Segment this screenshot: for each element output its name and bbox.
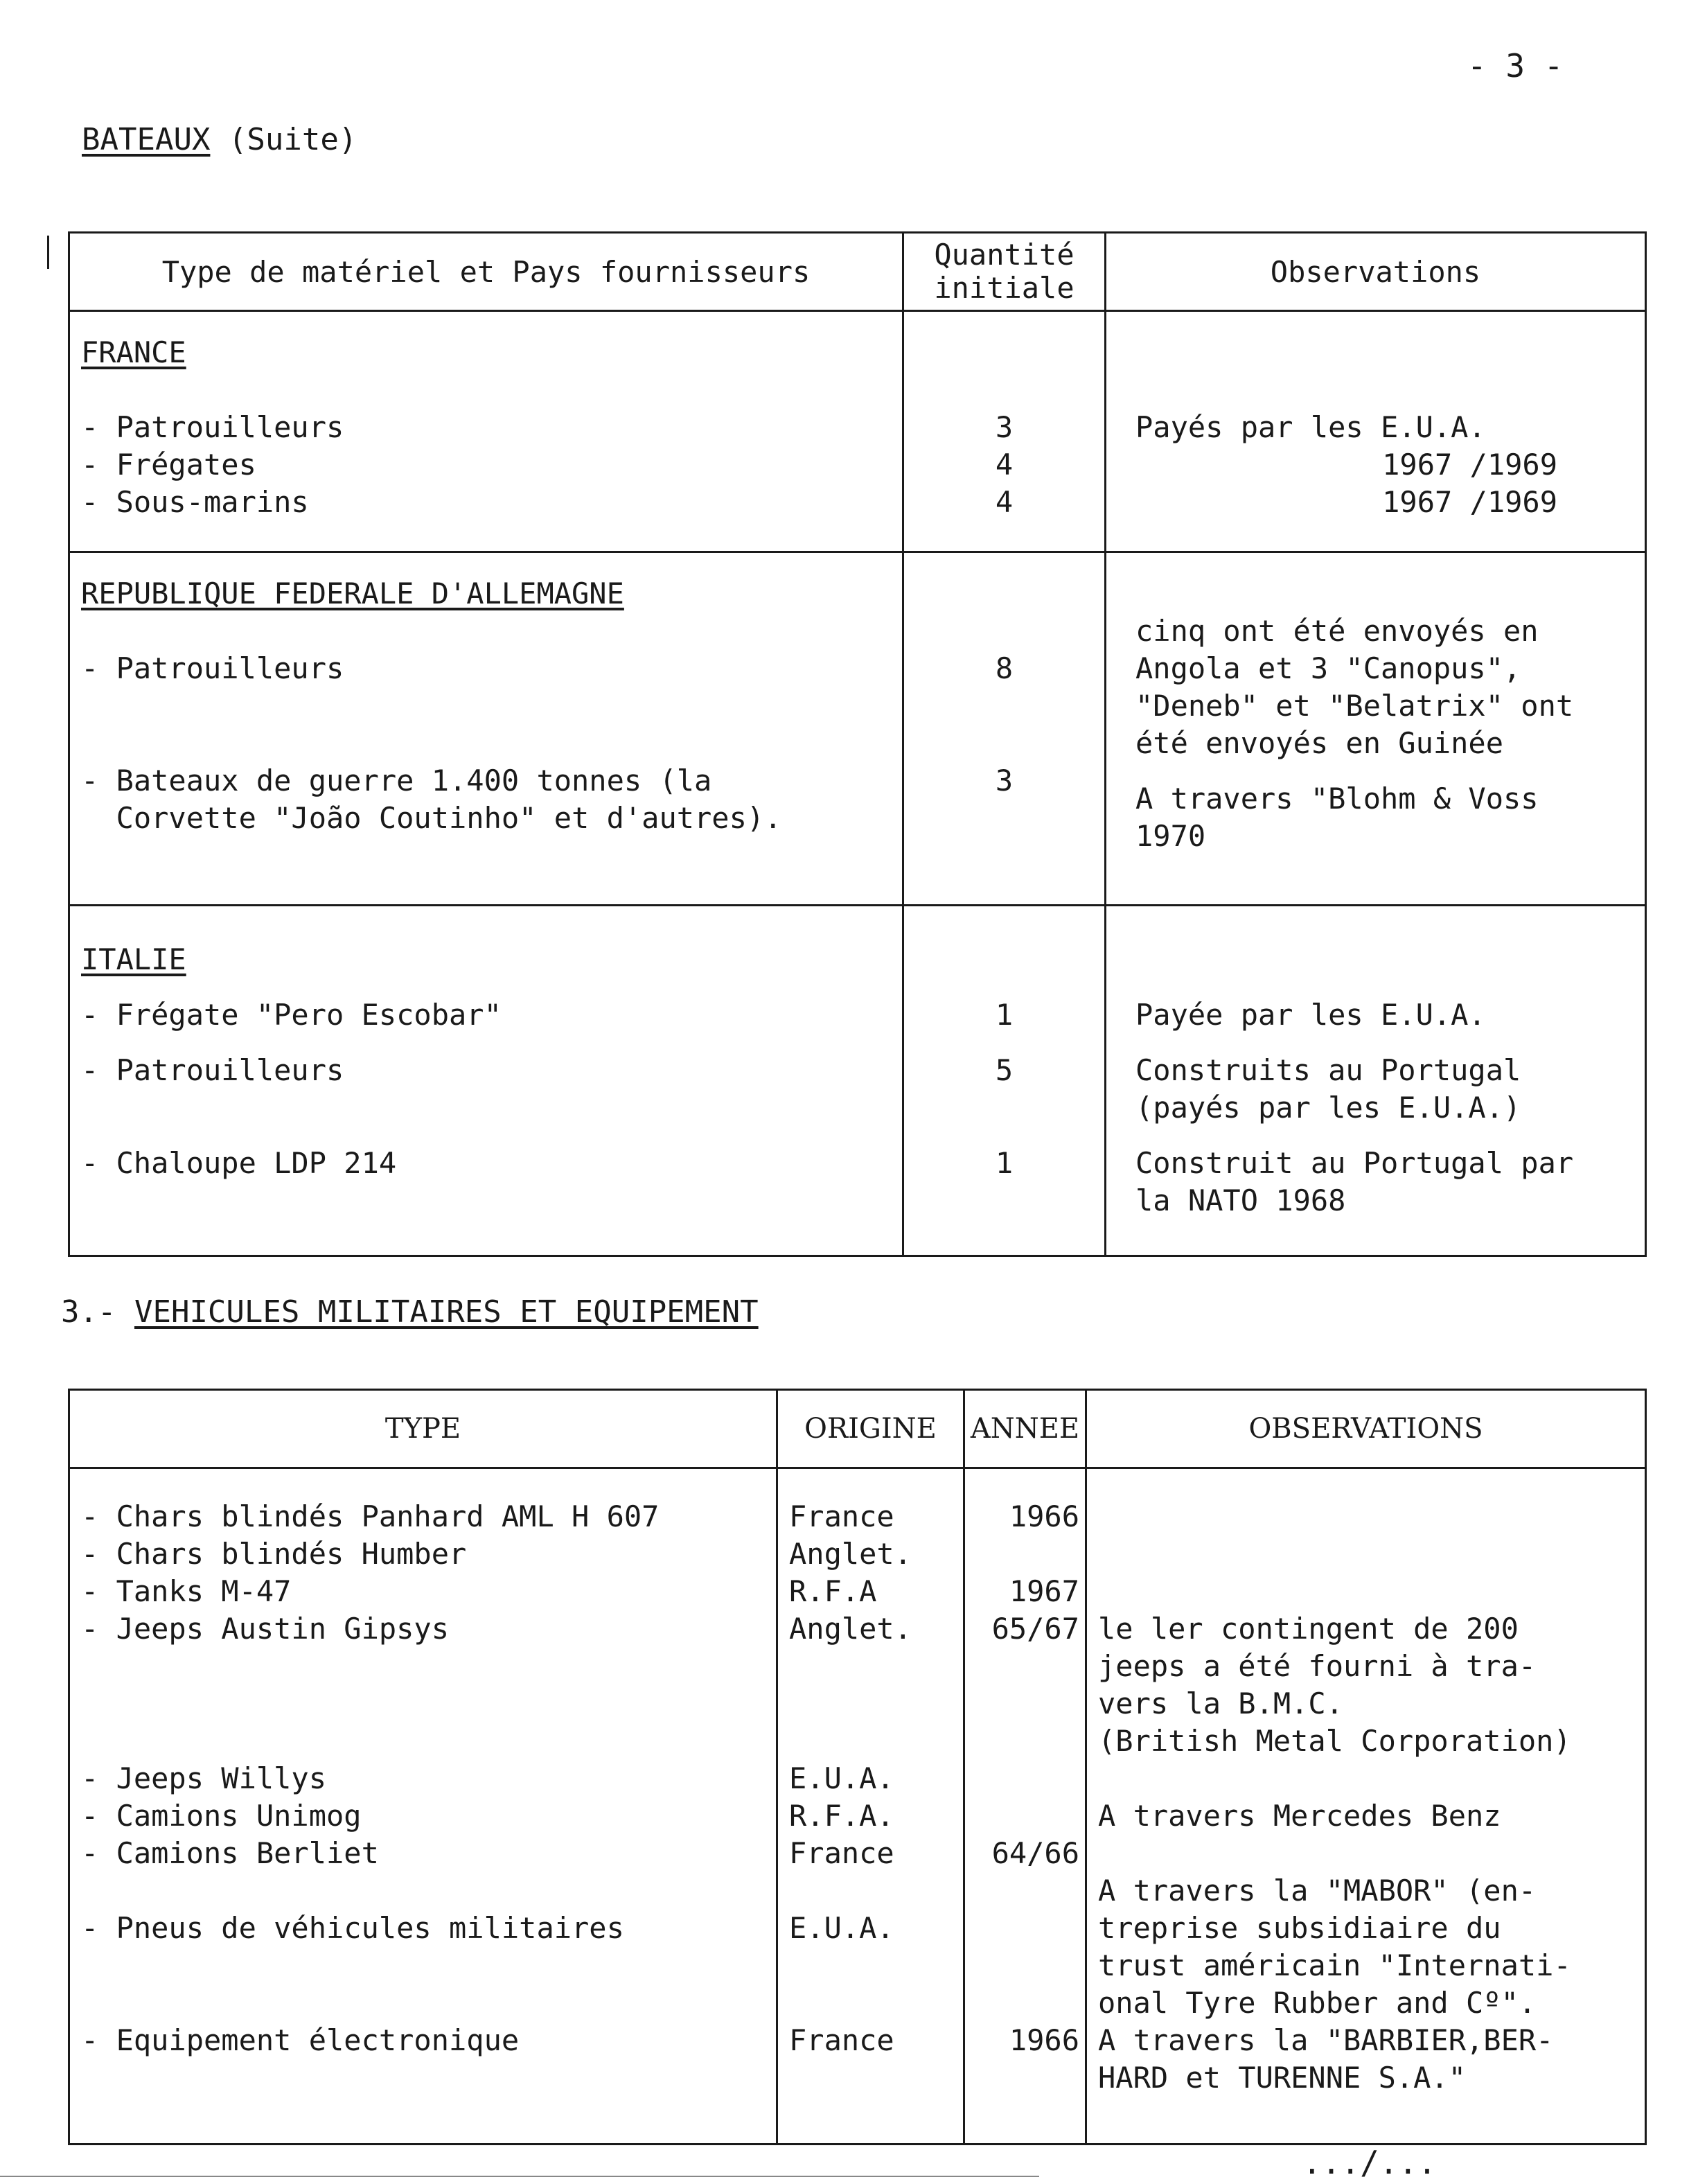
vehicles-type-column (69, 1468, 777, 2145)
boats-header-row (69, 233, 1646, 311)
list-item: - Patrouilleurs (81, 1053, 344, 1087)
vehicles-year-column (964, 1468, 1086, 2145)
rfa-observations (1106, 552, 1646, 906)
list-item: - Bateaux de guerre 1.400 tonnes (la (81, 764, 712, 798)
vehicle-obs-cell: onal Tyre Rubber and Cº". (1098, 1986, 1537, 2020)
vehicle-year-cell: 1966 (1009, 2023, 1079, 2057)
vehicle-type-cell: - Jeeps Willys (81, 1761, 327, 1795)
vehicle-origin-cell: Anglet. (789, 1612, 912, 1646)
list-item: - Sous-marins (81, 485, 309, 519)
vehicle-year-cell (965, 1760, 1079, 1797)
vehicles-origin-column (777, 1468, 964, 2145)
vehicle-obs-cell: trust américain "Internati- (1098, 1948, 1571, 1982)
vehicle-type-cell: - Equipement électronique (81, 2023, 520, 2057)
vehicles-table (68, 1389, 1647, 2145)
vehicle-origin-cell: R.F.A (789, 1574, 877, 1608)
vehicle-origin-cell: E.U.A. (789, 1911, 894, 1945)
boats-table (68, 231, 1647, 1257)
observation: A travers "Blohm & Voss (1135, 782, 1539, 816)
vehicle-obs-cell (1098, 1573, 1634, 1610)
vehicle-origin-cell: France (789, 1836, 894, 1870)
vehicles-observations-column (1086, 1468, 1646, 2145)
country-italy: ITALIE (81, 942, 186, 976)
vehicle-type-cell (81, 1984, 765, 2022)
vehicle-origin-cell: R.F.A. (789, 1799, 894, 1833)
vehicle-year-cell (965, 1984, 1079, 2022)
rfa-types (69, 552, 903, 906)
quantity: 1 (995, 1146, 1014, 1180)
vehicle-type-cell (81, 1872, 765, 1910)
country-france: FRANCE (81, 335, 186, 369)
vehicle-year-cell (965, 1723, 1079, 1760)
vehicle-type-cell (81, 1648, 765, 1685)
list-item: - Patrouilleurs (81, 651, 344, 685)
page-number: - 3 - (1467, 47, 1564, 85)
section-3-heading (61, 1294, 759, 1330)
observation: 1967 /1969 (1382, 448, 1557, 482)
vehicle-year-cell (965, 1872, 1079, 1910)
header-observations: OBSERVATIONS (1086, 1390, 1646, 1468)
vehicle-type-cell (81, 1723, 765, 1760)
header-quantity-line1: Quantité (934, 238, 1074, 272)
vehicle-origin-cell: E.U.A. (789, 1761, 894, 1795)
quantity: 4 (995, 448, 1014, 482)
observation: "Deneb" et "Belatrix" ont (1135, 689, 1574, 723)
vehicle-origin-cell (789, 1984, 952, 2022)
observation: 1970 (1135, 819, 1206, 853)
vehicle-origin-cell (789, 1723, 952, 1760)
france-block (69, 311, 1646, 552)
vehicle-year-cell (965, 2059, 1079, 2097)
vehicle-year-cell: 64/66 (991, 1836, 1079, 1870)
country-rfa: REPUBLIQUE FEDERALE D'ALLEMAGNE (81, 576, 624, 610)
rfa-block (69, 552, 1646, 906)
vehicle-obs-cell: le ler contingent de 200 (1098, 1612, 1519, 1646)
vehicle-year-cell: 1966 (1009, 1499, 1079, 1533)
header-quantity (903, 233, 1106, 311)
vehicle-type-cell (81, 1947, 765, 1984)
vehicle-type-cell: - Chars blindés Panhard AML H 607 (81, 1499, 660, 1533)
italy-types (69, 906, 903, 1256)
vehicle-origin-cell (789, 1947, 952, 1984)
observation: Construits au Portugal (1135, 1053, 1521, 1087)
vehicle-year-cell (965, 1947, 1079, 1984)
observation: 1967 /1969 (1382, 485, 1557, 519)
vehicle-type-cell: - Camions Unimog (81, 1799, 362, 1833)
vehicle-year-cell: 1967 (1009, 1574, 1079, 1608)
observation: (payés par les E.U.A.) (1135, 1091, 1521, 1125)
vehicle-obs-cell: jeeps a été fourni à tra- (1098, 1649, 1537, 1683)
observation: été envoyés en Guinée (1135, 726, 1504, 760)
vehicle-obs-cell: A travers la "BARBIER,BER- (1098, 2023, 1554, 2057)
vehicle-type-cell: - Pneus de véhicules militaires (81, 1911, 624, 1945)
vehicle-obs-cell: vers la B.M.C. (1098, 1687, 1344, 1720)
italy-quantities (903, 906, 1106, 1256)
vehicle-type-cell: - Tanks M-47 (81, 1574, 292, 1608)
vehicle-origin-cell (789, 1648, 952, 1685)
france-types (69, 311, 903, 552)
observation: Payée par les E.U.A. (1135, 998, 1486, 1032)
vehicle-obs-cell (1098, 1835, 1634, 1872)
observation: Angola et 3 "Canopus", (1135, 651, 1521, 685)
header-observations: Observations (1106, 233, 1646, 311)
vehicle-type-cell: - Camions Berliet (81, 1836, 379, 1870)
observation: Payés par les E.U.A. (1135, 410, 1486, 444)
vehicle-obs-cell: HARD et TURENNE S.A." (1098, 2061, 1467, 2095)
quantity: 3 (995, 764, 1014, 798)
observation: cinq ont été envoyés en (1135, 614, 1539, 648)
france-quantities (903, 311, 1106, 552)
vehicles-body (69, 1468, 1646, 2145)
header-type: Type de matériel et Pays fournisseurs (69, 233, 903, 311)
vehicle-year-cell (965, 1685, 1079, 1723)
vehicle-obs-cell: (British Metal Corporation) (1098, 1724, 1571, 1758)
section-title-main: BATEAUX (82, 122, 211, 157)
vehicle-type-cell: - Jeeps Austin Gipsys (81, 1612, 450, 1646)
list-item: - Frégates (81, 448, 256, 482)
vehicle-year-cell (965, 1910, 1079, 1947)
section-3-number: 3.- (61, 1294, 134, 1330)
vehicle-obs-cell: A travers Mercedes Benz (1098, 1799, 1501, 1833)
vehicle-type-cell (81, 2059, 765, 2097)
header-origin: ORIGINE (777, 1390, 964, 1468)
quantity: 4 (995, 485, 1014, 519)
bottom-edge-line (0, 2176, 1039, 2177)
france-observations (1106, 311, 1646, 552)
vehicle-obs-cell (1098, 1535, 1634, 1573)
header-year: ANNEE (964, 1390, 1086, 1468)
quantity: 5 (995, 1053, 1014, 1087)
vehicle-year-cell: 65/67 (991, 1612, 1079, 1646)
rfa-quantities (903, 552, 1106, 906)
vehicle-obs-cell (1098, 1498, 1634, 1535)
vehicle-type-cell (81, 1685, 765, 1723)
list-item: - Frégate "Pero Escobar" (81, 998, 502, 1032)
vehicle-origin-cell: France (789, 2023, 894, 2057)
observation: la NATO 1968 (1135, 1183, 1346, 1217)
vehicle-type-cell: - Chars blindés Humber (81, 1537, 467, 1571)
vehicle-year-cell (965, 1648, 1079, 1685)
header-quantity-line2: initiale (934, 271, 1074, 305)
italy-observations (1106, 906, 1646, 1256)
list-item: - Chaloupe LDP 214 (81, 1146, 397, 1180)
vehicle-obs-cell: A travers la "MABOR" (en- (1098, 1874, 1537, 1908)
vehicle-year-cell (965, 1797, 1079, 1835)
vehicle-origin-cell (789, 1685, 952, 1723)
quantity: 1 (995, 998, 1014, 1032)
italy-block (69, 906, 1646, 1256)
vehicle-origin-cell: France (789, 1499, 894, 1533)
vehicle-year-cell (965, 1535, 1079, 1573)
vehicle-obs-cell (1098, 1760, 1634, 1797)
header-type: TYPE (69, 1390, 777, 1468)
continued-marker: .../... (1302, 2144, 1437, 2181)
vehicle-origin-cell (789, 2059, 952, 2097)
observation: Construit au Portugal par (1135, 1146, 1574, 1180)
margin-mark (47, 236, 49, 269)
section-title-suffix: (Suite) (210, 122, 357, 157)
list-item: Corvette "João Coutinho" et d'autres). (81, 801, 782, 835)
vehicle-origin-cell: Anglet. (789, 1537, 912, 1571)
quantity: 3 (995, 410, 1014, 444)
section-title (82, 122, 357, 157)
vehicle-obs-cell: treprise subsidiaire du (1098, 1911, 1501, 1945)
list-item: - Patrouilleurs (81, 410, 344, 444)
vehicles-header-row (69, 1390, 1646, 1468)
section-3-title: VEHICULES MILITAIRES ET EQUIPEMENT (134, 1294, 759, 1330)
vehicle-origin-cell (789, 1872, 952, 1910)
quantity: 8 (995, 651, 1014, 685)
